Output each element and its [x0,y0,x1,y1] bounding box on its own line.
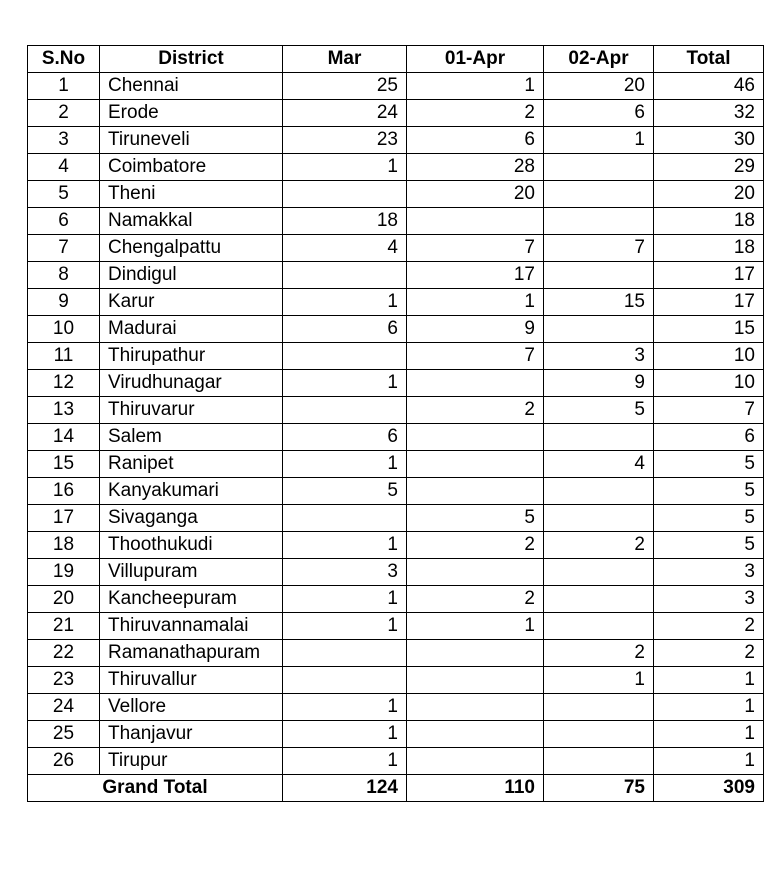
cell-district: Sivaganga [100,505,283,532]
cell-total: 10 [654,370,764,397]
cell-mar [283,640,407,667]
cell-01-apr: 9 [407,316,544,343]
cell-02-apr [544,694,654,721]
cell-01-apr: 5 [407,505,544,532]
cell-district: Kancheepuram [100,586,283,613]
cell-total: 15 [654,316,764,343]
cell-district: Tiruneveli [100,127,283,154]
table-row [28,721,764,748]
cell-02-apr: 1 [544,667,654,694]
cell-sno: 8 [28,262,100,289]
cell-sno: 22 [28,640,100,667]
cell-total: 7 [654,397,764,424]
table-row [28,532,764,559]
cell-mar: 6 [283,316,407,343]
cell-01-apr [407,478,544,505]
cell-district: Coimbatore [100,154,283,181]
table-row [28,289,764,316]
cell-total: 32 [654,100,764,127]
cell-district: Erode [100,100,283,127]
cell-02-apr [544,262,654,289]
cell-sno: 17 [28,505,100,532]
cell-total: 5 [654,478,764,505]
cell-mar: 1 [283,289,407,316]
cell-district: Thiruvallur [100,667,283,694]
grand-total-label: Grand Total [28,775,283,802]
cell-01-apr [407,208,544,235]
cell-sno: 9 [28,289,100,316]
cell-02-apr [544,586,654,613]
cell-sno: 25 [28,721,100,748]
cell-mar: 23 [283,127,407,154]
cell-district: Salem [100,424,283,451]
cell-total: 18 [654,208,764,235]
cell-01-apr: 1 [407,613,544,640]
cell-02-apr: 3 [544,343,654,370]
cell-sno: 19 [28,559,100,586]
cell-district: Thiruvarur [100,397,283,424]
cell-02-apr [544,478,654,505]
header-02-apr: 02-Apr [544,46,654,73]
table-row [28,100,764,127]
cell-total: 5 [654,505,764,532]
cell-01-apr: 1 [407,289,544,316]
cell-total: 10 [654,343,764,370]
cell-01-apr: 6 [407,127,544,154]
cell-02-apr: 1 [544,127,654,154]
cell-mar: 18 [283,208,407,235]
cell-01-apr: 2 [407,397,544,424]
table-body [28,73,764,775]
cell-02-apr [544,748,654,775]
cell-02-apr [544,316,654,343]
cell-02-apr: 4 [544,451,654,478]
cell-02-apr [544,721,654,748]
header-row [28,46,764,73]
table-row [28,127,764,154]
cell-02-apr [544,154,654,181]
cell-01-apr [407,451,544,478]
cell-mar: 6 [283,424,407,451]
cell-mar: 1 [283,451,407,478]
cell-mar: 1 [283,613,407,640]
table-row [28,181,764,208]
cell-sno: 6 [28,208,100,235]
cell-district: Theni [100,181,283,208]
cell-district: Thanjavur [100,721,283,748]
cell-district: Thirupathur [100,343,283,370]
header-mar: Mar [283,46,407,73]
cell-02-apr [544,559,654,586]
cell-sno: 16 [28,478,100,505]
district-table-sheet [27,45,764,802]
cell-sno: 26 [28,748,100,775]
cell-district: Thoothukudi [100,532,283,559]
cell-total: 17 [654,262,764,289]
cell-total: 1 [654,748,764,775]
cell-01-apr [407,748,544,775]
header-sno: S.No [28,46,100,73]
table-row [28,316,764,343]
cell-district: Dindigul [100,262,283,289]
cell-01-apr [407,640,544,667]
cell-mar [283,667,407,694]
table-row [28,73,764,100]
cell-district: Kanyakumari [100,478,283,505]
cell-02-apr: 7 [544,235,654,262]
cell-mar: 4 [283,235,407,262]
cell-mar: 1 [283,748,407,775]
cell-02-apr: 2 [544,640,654,667]
cell-district: Thiruvannamalai [100,613,283,640]
cell-total: 1 [654,667,764,694]
cell-01-apr [407,721,544,748]
cell-02-apr [544,613,654,640]
header-01-apr: 01-Apr [407,46,544,73]
district-cases-table [27,45,764,802]
cell-sno: 14 [28,424,100,451]
cell-total: 1 [654,694,764,721]
cell-sno: 3 [28,127,100,154]
cell-01-apr: 1 [407,73,544,100]
cell-01-apr: 2 [407,100,544,127]
cell-02-apr [544,208,654,235]
cell-sno: 2 [28,100,100,127]
cell-total: 18 [654,235,764,262]
cell-sno: 11 [28,343,100,370]
cell-total: 30 [654,127,764,154]
cell-total: 3 [654,586,764,613]
cell-mar [283,397,407,424]
table-row [28,235,764,262]
table-row [28,208,764,235]
cell-mar: 1 [283,154,407,181]
cell-district: Namakkal [100,208,283,235]
cell-sno: 20 [28,586,100,613]
table-row [28,640,764,667]
cell-total: 6 [654,424,764,451]
table-row [28,478,764,505]
cell-sno: 1 [28,73,100,100]
cell-02-apr: 2 [544,532,654,559]
cell-total: 3 [654,559,764,586]
table-row [28,343,764,370]
cell-sno: 21 [28,613,100,640]
cell-total: 5 [654,532,764,559]
cell-sno: 5 [28,181,100,208]
header-district: District [100,46,283,73]
grand-total-mar: 124 [283,775,407,802]
cell-district: Chengalpattu [100,235,283,262]
cell-sno: 10 [28,316,100,343]
cell-02-apr: 6 [544,100,654,127]
cell-district: Madurai [100,316,283,343]
table-row [28,424,764,451]
cell-01-apr [407,370,544,397]
cell-total: 46 [654,73,764,100]
cell-01-apr: 7 [407,343,544,370]
cell-district: Vellore [100,694,283,721]
cell-mar [283,262,407,289]
cell-mar: 1 [283,694,407,721]
cell-01-apr: 2 [407,532,544,559]
cell-sno: 18 [28,532,100,559]
cell-district: Virudhunagar [100,370,283,397]
table-row [28,559,764,586]
cell-mar: 1 [283,721,407,748]
cell-mar: 1 [283,370,407,397]
cell-01-apr: 2 [407,586,544,613]
cell-mar [283,343,407,370]
cell-mar [283,181,407,208]
cell-01-apr: 28 [407,154,544,181]
cell-02-apr [544,181,654,208]
cell-mar: 1 [283,532,407,559]
cell-01-apr [407,694,544,721]
table-row [28,397,764,424]
cell-02-apr: 5 [544,397,654,424]
cell-mar: 25 [283,73,407,100]
cell-district: Villupuram [100,559,283,586]
cell-sno: 12 [28,370,100,397]
cell-02-apr [544,505,654,532]
cell-mar [283,505,407,532]
cell-total: 5 [654,451,764,478]
table-row [28,748,764,775]
table-row [28,505,764,532]
cell-mar: 3 [283,559,407,586]
cell-total: 2 [654,613,764,640]
cell-sno: 13 [28,397,100,424]
cell-mar: 5 [283,478,407,505]
cell-total: 29 [654,154,764,181]
cell-02-apr: 20 [544,73,654,100]
cell-district: Ramanathapuram [100,640,283,667]
cell-total: 1 [654,721,764,748]
cell-district: Chennai [100,73,283,100]
cell-02-apr: 15 [544,289,654,316]
grand-total-01-apr: 110 [407,775,544,802]
cell-total: 2 [654,640,764,667]
table-row [28,451,764,478]
cell-district: Karur [100,289,283,316]
table-row [28,154,764,181]
cell-mar: 24 [283,100,407,127]
cell-01-apr: 7 [407,235,544,262]
grand-total-02-apr: 75 [544,775,654,802]
table-row [28,667,764,694]
cell-sno: 24 [28,694,100,721]
cell-01-apr: 17 [407,262,544,289]
cell-district: Tirupur [100,748,283,775]
cell-sno: 4 [28,154,100,181]
cell-mar: 1 [283,586,407,613]
table-row [28,370,764,397]
cell-total: 17 [654,289,764,316]
grand-total-total: 309 [654,775,764,802]
table-row [28,613,764,640]
cell-02-apr: 9 [544,370,654,397]
grand-total-row [28,775,764,802]
cell-01-apr [407,424,544,451]
table-row [28,694,764,721]
cell-sno: 7 [28,235,100,262]
header-total: Total [654,46,764,73]
table-row [28,586,764,613]
cell-01-apr [407,559,544,586]
cell-sno: 15 [28,451,100,478]
cell-01-apr: 20 [407,181,544,208]
cell-district: Ranipet [100,451,283,478]
cell-total: 20 [654,181,764,208]
cell-01-apr [407,667,544,694]
table-row [28,262,764,289]
cell-02-apr [544,424,654,451]
cell-sno: 23 [28,667,100,694]
